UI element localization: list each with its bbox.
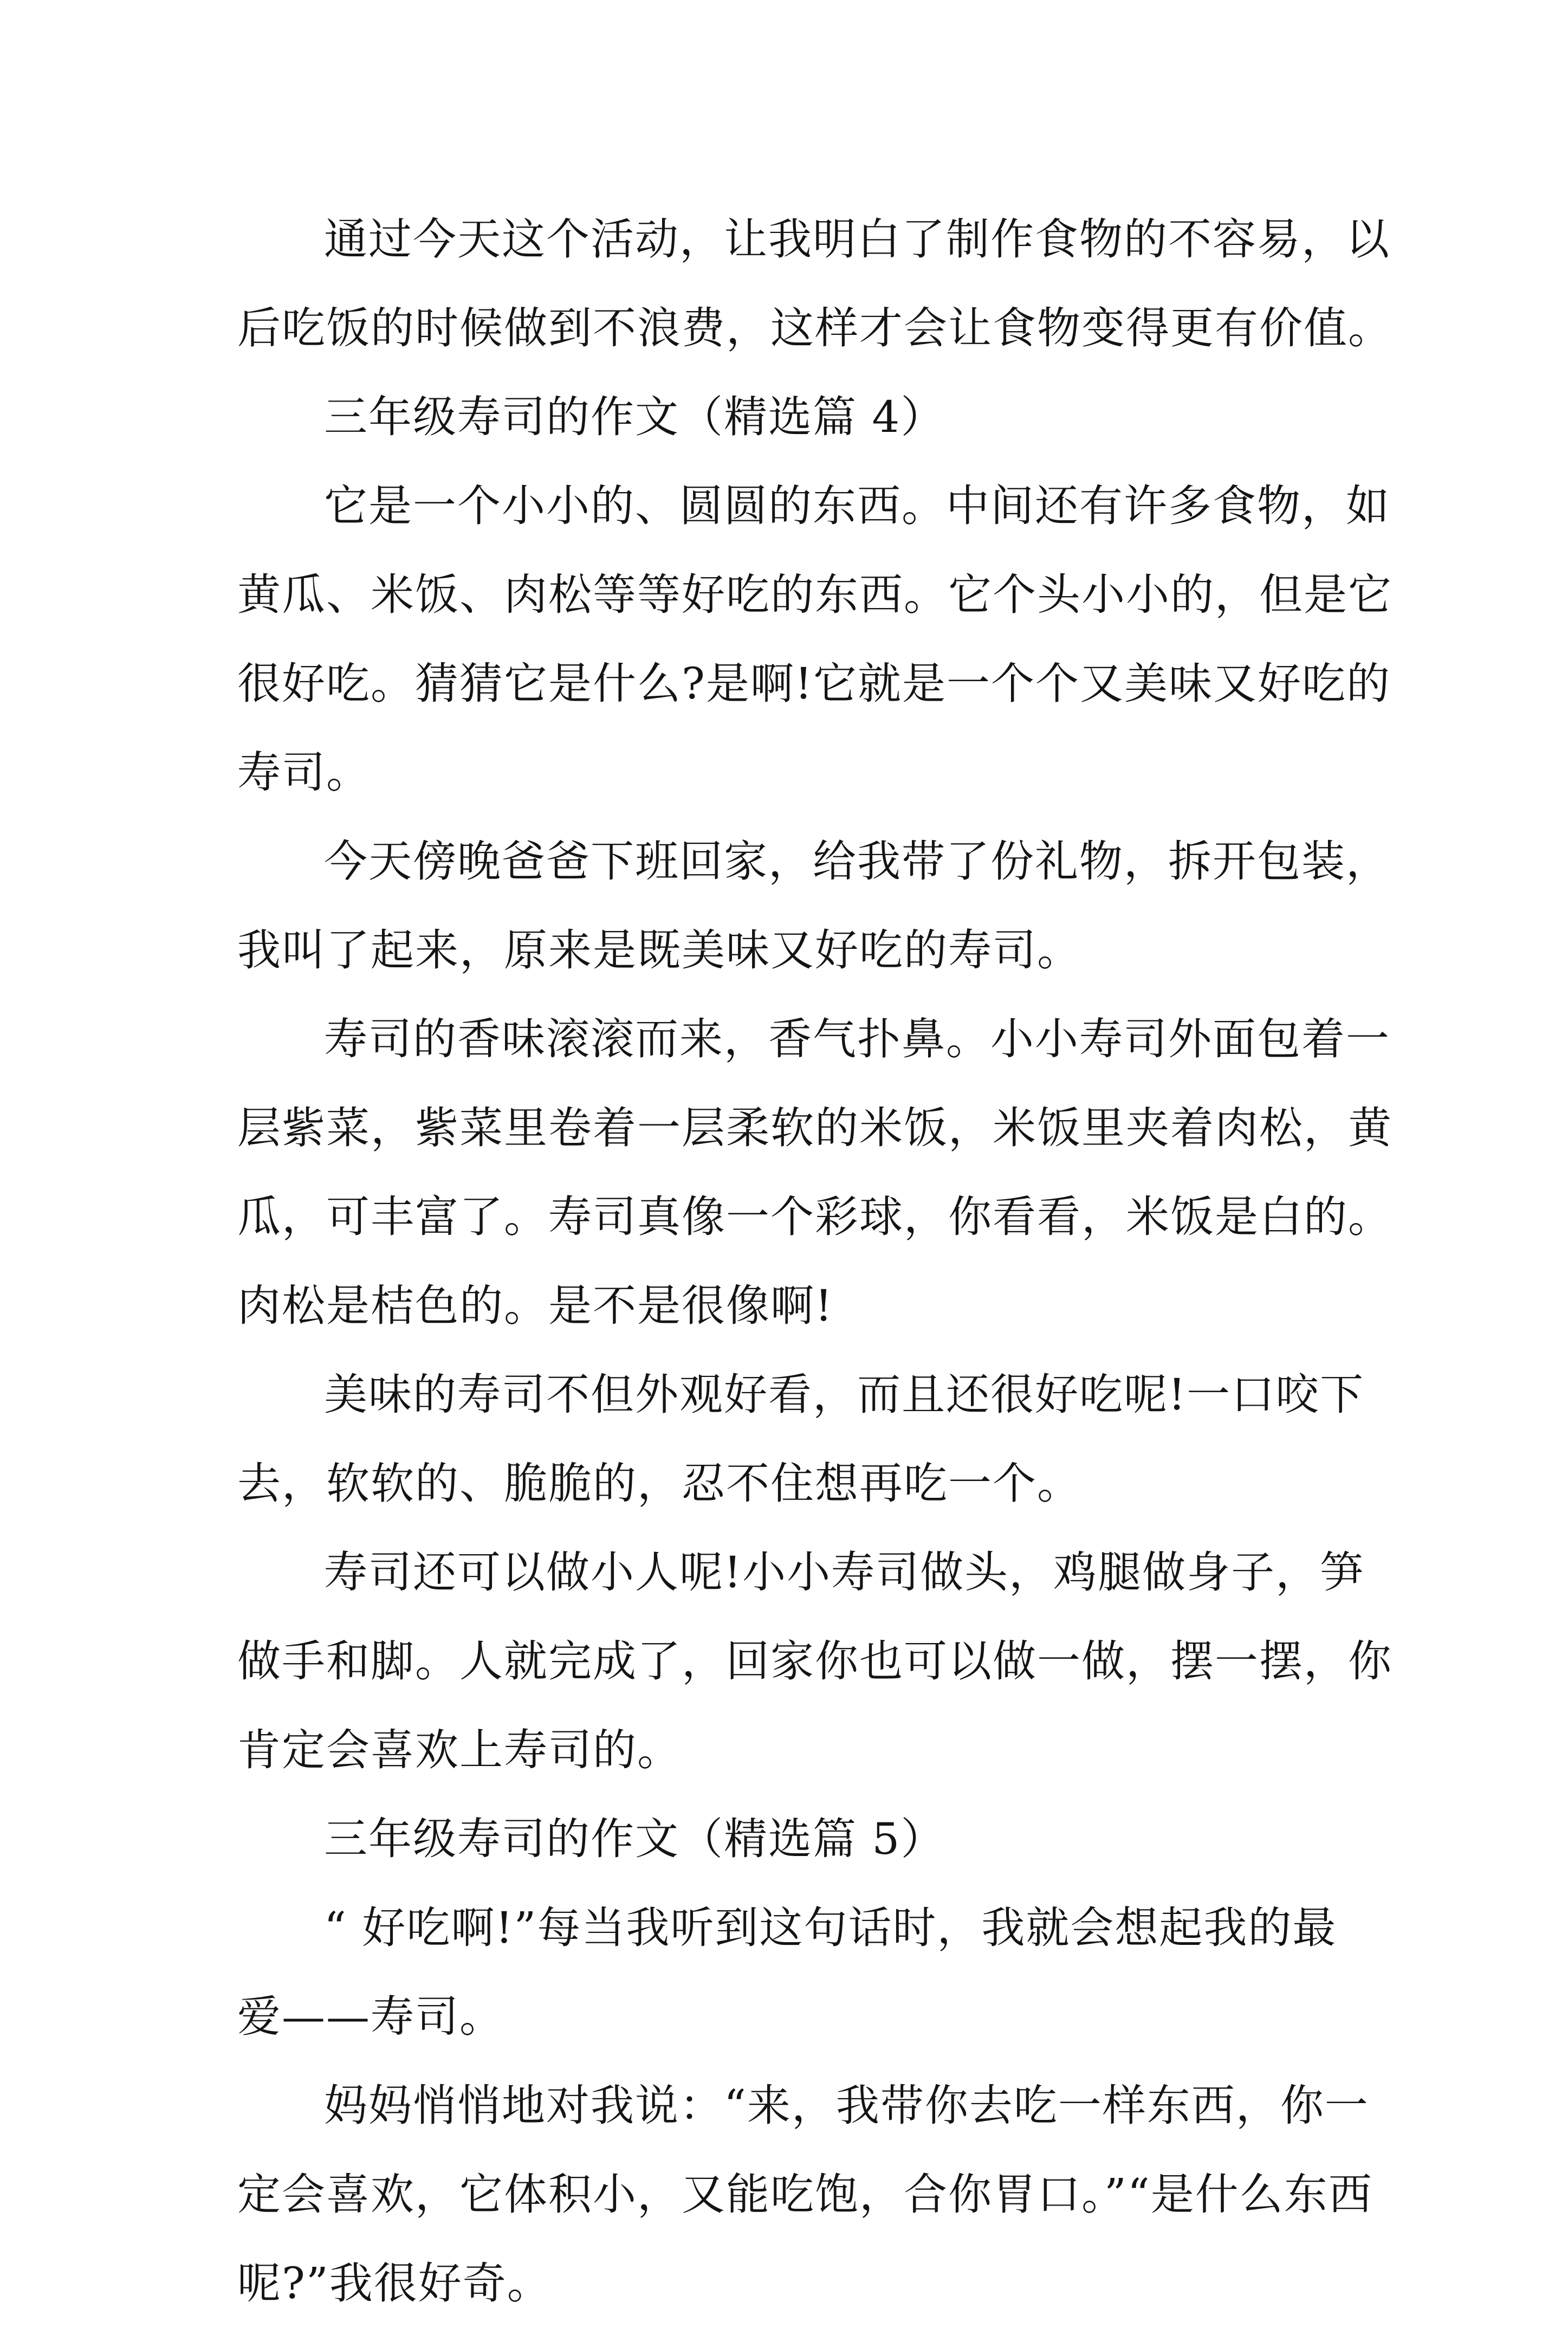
- paragraph-line: 后吃饭的时候做到不浪费，这样才会让食物变得更有价值。: [237, 303, 1392, 353]
- paragraph-line: 定会喜欢，它体积小，又能吃饱，合你胃口。”“是什么东西: [237, 2169, 1373, 2220]
- paragraph-line: 爱——寿司。: [237, 1991, 504, 2042]
- paragraph-line: 它是一个小小的、圆圆的东西。中间还有许多食物，如: [324, 481, 1390, 531]
- paragraph-line: 寿司还可以做小人呢!小小寿司做头，鸡腿做身子，笋: [324, 1547, 1365, 1598]
- paragraph-line: 妈妈悄悄地对我说：“来，我带你去吃一样东西，你一: [324, 2080, 1369, 2131]
- paragraph-line: 通过今天这个活动，让我明白了制作食物的不容易，以: [324, 214, 1390, 264]
- paragraph-line: 黄瓜、米饭、肉松等等好吃的东西。它个头小小的，但是它: [237, 570, 1392, 620]
- section-heading: 三年级寿司的作文（精选篇 4）: [324, 392, 945, 442]
- paragraph-line: 我叫了起来，原来是既美味又好吃的寿司。: [237, 925, 1081, 975]
- paragraph-line: 做手和脚。人就完成了，回家你也可以做一做，摆一摆，你: [237, 1636, 1392, 1686]
- paragraph-line: 今天傍晚爸爸下班回家，给我带了份礼物，拆开包装，: [324, 836, 1390, 887]
- paragraph-line: 很好吃。猜猜它是什么?是啊!它就是一个个又美味又好吃的: [237, 658, 1391, 709]
- paragraph-line: 瓜，可丰富了。寿司真像一个彩球，你看看，米饭是白的。: [237, 1192, 1392, 1242]
- paragraph-line: 去，软软的、脆脆的，忍不住想再吃一个。: [237, 1458, 1081, 1509]
- section-heading: 三年级寿司的作文（精选篇 5）: [324, 1814, 945, 1864]
- paragraph-line: 呢?”我很好奇。: [237, 2258, 552, 2308]
- paragraph-line: “ 好吃啊!”每当我听到这句话时，我就会想起我的最: [324, 1903, 1337, 1953]
- paragraph-line: 寿司。: [237, 747, 371, 798]
- document-body: [237, 195, 1392, 2328]
- paragraph-line: 肯定会喜欢上寿司的。: [237, 1725, 682, 1775]
- paragraph-line: 层紫菜，紫菜里卷着一层柔软的米饭，米饭里夹着肉松，黄: [237, 1103, 1392, 1153]
- paragraph-line: 美味的寿司不但外观好看，而且还很好吃呢!一口咬下: [324, 1369, 1365, 1420]
- paragraph-line: 寿司的香味滚滚而来，香气扑鼻。小小寿司外面包着一: [324, 1014, 1390, 1064]
- paragraph-line: 肉松是桔色的。是不是很像啊!: [237, 1281, 834, 1331]
